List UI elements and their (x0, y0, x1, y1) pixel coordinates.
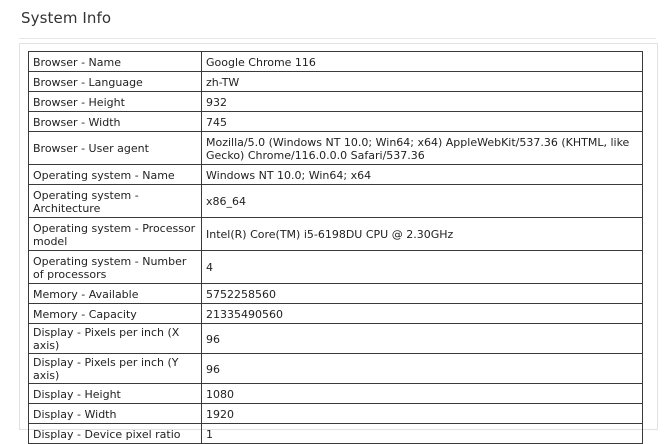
table-row (29, 72, 643, 92)
row-key: Browser - Name (29, 52, 202, 72)
row-key: Operating system - Processor model (29, 218, 202, 251)
table-row (29, 354, 643, 384)
table-row (29, 52, 643, 72)
row-value: 745 (202, 112, 643, 132)
page-title: System Info (21, 9, 112, 27)
table-row (29, 185, 643, 218)
row-value: 96 (202, 354, 643, 384)
table-row (29, 324, 643, 354)
table-row (29, 92, 643, 112)
row-value: 4 (202, 251, 643, 284)
row-value: Google Chrome 116 (202, 52, 643, 72)
table-row (29, 284, 643, 304)
row-value: 1080 (202, 384, 643, 404)
row-key: Operating system - Architecture (29, 185, 202, 218)
row-value: x86_64 (202, 185, 643, 218)
row-key: Operating system - Name (29, 165, 202, 185)
row-key: Display - Pixels per inch (Y axis) (29, 354, 202, 384)
row-value: Mozilla/5.0 (Windows NT 10.0; Win64; x64) AppleWebKit/537.36 (KHTML, like Gecko) Chrome/116.0.0.0 Safari/537.36 (202, 132, 643, 165)
row-key: Memory - Capacity (29, 304, 202, 324)
row-key: Display - Device pixel ratio (29, 424, 202, 444)
row-key: Memory - Available (29, 284, 202, 304)
row-key: Operating system - Number of processors (29, 251, 202, 284)
row-key: Display - Height (29, 384, 202, 404)
table-row (29, 132, 643, 165)
row-value: 1920 (202, 404, 643, 424)
row-value: zh-TW (202, 72, 643, 92)
title-divider (19, 38, 656, 39)
table-row (29, 165, 643, 185)
row-value: Intel(R) Core(TM) i5-6198DU CPU @ 2.30GHz (202, 218, 643, 251)
row-value: 5752258560 (202, 284, 643, 304)
row-value: Windows NT 10.0; Win64; x64 (202, 165, 643, 185)
row-value: 21335490560 (202, 304, 643, 324)
row-key: Browser - Language (29, 72, 202, 92)
table-row (29, 218, 643, 251)
table-row (29, 112, 643, 132)
table-row (29, 424, 643, 444)
table-row (29, 384, 643, 404)
row-key: Browser - User agent (29, 132, 202, 165)
table-row (29, 251, 643, 284)
row-value: 1 (202, 424, 643, 444)
row-key: Display - Pixels per inch (X axis) (29, 324, 202, 354)
table-row (29, 304, 643, 324)
row-key: Browser - Width (29, 112, 202, 132)
row-value: 932 (202, 92, 643, 112)
system-info-table (28, 51, 643, 444)
table-row (29, 404, 643, 424)
row-key: Display - Width (29, 404, 202, 424)
row-value: 96 (202, 324, 643, 354)
row-key: Browser - Height (29, 92, 202, 112)
